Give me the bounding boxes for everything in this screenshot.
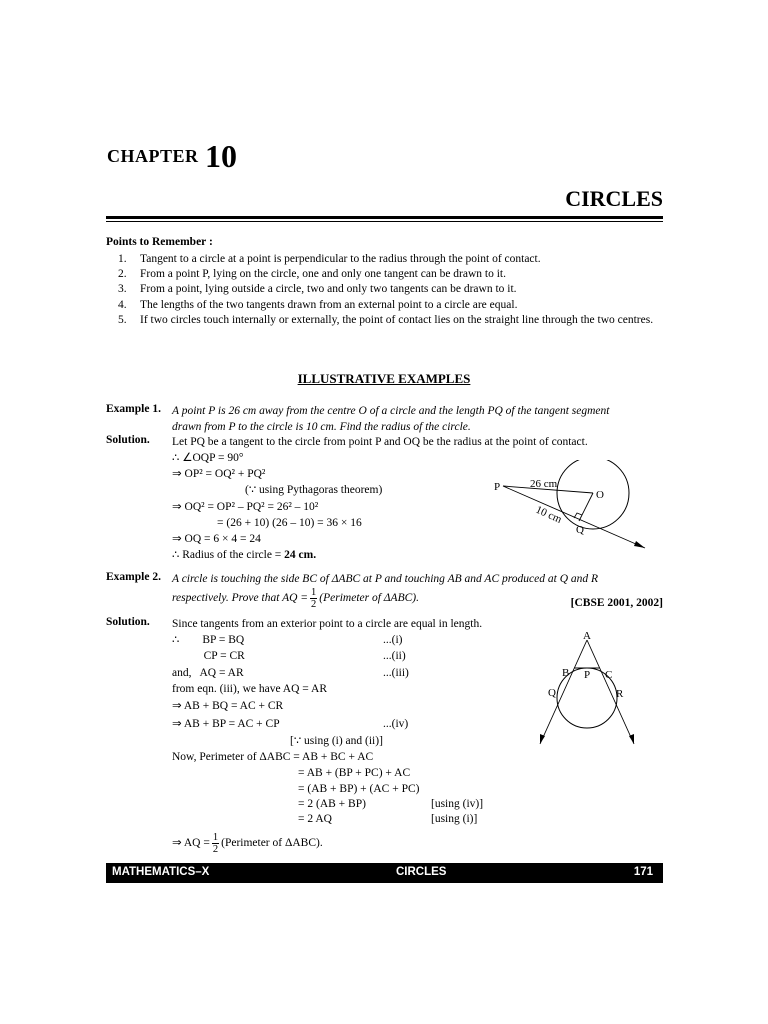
example1-line7-text: ∴ Radius of the circle = [172,549,285,561]
points-heading: Points to Remember : [106,236,213,248]
conclusion-denominator: 2 [212,844,219,855]
example2-aq: AQ = [282,592,309,605]
conclusion-fraction [212,832,219,855]
example1-line3: (∵ using Pythagoras theorem) [245,484,383,496]
fraction-numerator: 1 [311,587,317,598]
example1-line4: ⇒ OQ² = OP² – PQ² = 26² – 10² [172,501,319,513]
perimeter-line3-tag: [using (iv)] [431,798,484,810]
point-item [118,298,663,313]
example1-line0: Let PQ be a tangent to the circle from point P and OQ be the radius at the point of contact. [172,436,588,448]
conclusion-perimeter: (Perimeter of ΔABC). [221,837,323,850]
example1-question-line1: A point P is 26 cm away from the centre O of a circle and the length PQ of the tangent segment [172,405,610,417]
perimeter-line1: = AB + (BP + PC) + AC [298,767,411,779]
example1-question [172,403,667,435]
fraction-denominator: 2 [311,599,317,610]
perimeter-line4-tag: [using (i)] [431,813,478,825]
example2-q2-a: respectively. Prove that [172,592,283,605]
example2-question-line2 [172,587,419,610]
example2-solution-label: Solution. [106,616,150,628]
conclusion-numerator: 1 [212,832,219,843]
example2-q2-b: (Perimeter of ΔABC). [319,592,419,605]
footer-subject: MATHEMATICS–X [112,866,210,878]
points-list [118,252,663,328]
fig2-label-r: R [616,688,624,700]
example2-step2-reason: [∵ using (i) and (ii)] [290,735,383,747]
point-item [118,252,663,267]
chapter-number: 10 [205,138,237,174]
point-text: From a point, lying outside a circle, two and only two tangents can be drawn to it. [140,283,517,296]
point-text: Tangent to a circle at a point is perpendicular to the radius through the point of contact. [140,253,541,265]
point-item [118,282,663,297]
fig1-label-o: O [596,489,604,501]
page-title: CIRCLES [565,186,663,211]
point-number: 3. [118,283,127,296]
conclusion-aq: ⇒ AQ = [172,837,210,850]
example2-eq2-tag: ...(iii) [383,667,409,679]
footer-chapter: CIRCLES [396,866,447,878]
perimeter-line0: Now, Perimeter of ΔABC = AB + BC + AC [172,751,374,763]
point-text: The lengths of the two tangents drawn from an external point to a circle are equal. [140,298,518,311]
example2-eq1-tag: ...(ii) [383,650,406,662]
point-number: 1. [118,253,127,265]
page-footer [106,863,663,883]
example2-conclusion [172,832,323,855]
perimeter-line3: = 2 (AB + BP) [298,798,366,810]
fig2-label-q: Q [548,687,556,699]
point-number: 4. [118,298,127,311]
fig2-label-c: C [605,669,613,681]
example2-label: Example 2. [106,571,161,583]
section-heading-text: ILLUSTRATIVE EXAMPLES [297,371,471,386]
header-rule-thin [106,221,663,222]
tangent-figure [485,460,655,555]
fig1-label-p: P [494,481,501,493]
example2-eq2: and, AQ = AR [172,667,244,679]
example1-label: Example 1. [106,403,161,415]
example2-from-eqn: from eqn. (iii), we have AQ = AR [172,683,327,695]
point-number: 2. [118,268,127,281]
example1-line6: ⇒ OQ = 6 × 4 = 24 [172,533,261,545]
example1-question-line2: drawn from P to the circle is 10 cm. Find the radius of the circle. [172,421,471,433]
example1-line7 [172,547,316,563]
chapter-label: CHAPTER [107,146,199,166]
example2-fraction [310,587,317,610]
fig1-label-pq: 10 cm [533,503,564,526]
fig2-label-p: P [584,669,591,681]
footer-page-number: 171 [633,866,653,878]
fig1-label-op: 26 cm [530,478,558,490]
point-text: From a point P, lying on the circle, one and only one tangent can be drawn to it. [140,268,507,281]
example1-line2: ⇒ OP² = OQ² + PQ² [172,468,266,480]
example2-question-line1: A circle is touching the side BC of ΔABC at P and touching AB and AC produced at Q and R [172,573,599,585]
example2-eq0: ∴ BP = BQ [172,634,245,646]
example2-eq1: CP = CR [172,650,245,662]
point-item [118,267,663,282]
example2-eq0-tag: ...(i) [383,634,403,646]
example1-solution-label: Solution. [106,434,150,446]
example2-intro: Since tangents from an exterior point to a circle are equal in length. [172,618,483,630]
perimeter-line4: = 2 AQ [298,813,332,825]
example2-step1: ⇒ AB + BQ = AC + CR [172,700,284,712]
example2-step2-tag: ...(iv) [383,718,409,730]
example1-answer: 24 cm. [284,549,317,561]
perimeter-line2: = (AB + BP) + (AC + PC) [298,783,420,795]
header-rule [106,216,663,219]
triangle-circle-figure [530,628,650,753]
fig1-label-q: Q [576,524,584,536]
point-number: 5. [118,313,127,326]
example1-line5: = (26 + 10) (26 – 10) = 36 × 16 [217,517,362,529]
section-heading [0,371,768,387]
example1-line1: ∴ ∠OQP = 90° [172,452,244,464]
cbse-reference: [CBSE 2001, 2002] [570,597,663,609]
example2-step2: ⇒ AB + BP = AC + CP [172,718,280,730]
fig2-label-a: A [583,630,591,642]
point-text: If two circles touch internally or externally, the point of contact lies on the straight line through the two centres. [140,313,654,326]
point-item [118,313,663,328]
fig2-label-b: B [562,667,570,679]
